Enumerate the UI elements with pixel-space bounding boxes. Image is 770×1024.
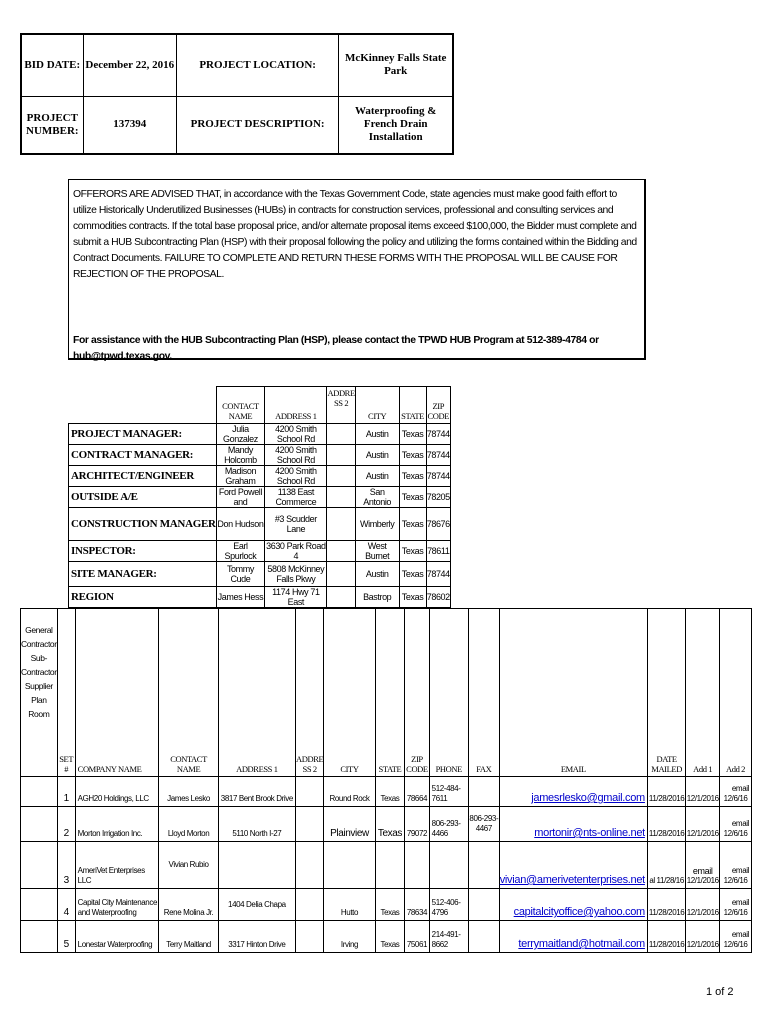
bidders-header-date-mailed: DATE MAILED: [647, 609, 685, 777]
bidder-company: Capital City Maintenance and Waterproofing: [75, 889, 159, 921]
bidder-add1: [686, 889, 720, 921]
bidders-table: [20, 608, 752, 953]
bidder-address1: 5110 North I-27: [218, 807, 295, 842]
bidder-zip: 75061: [405, 921, 429, 953]
bidder-fax: 806-293-4467: [468, 807, 499, 842]
contact-state: Texas: [399, 487, 426, 508]
project-number-value: 137394: [83, 96, 176, 154]
bidder-set: 1: [57, 777, 75, 807]
contact-role: INSPECTOR:: [69, 541, 217, 562]
contacts-header-address2: ADDRE SS 2: [327, 387, 355, 424]
bidder-phone: 512-406-4796: [429, 889, 468, 921]
bidders-header-zip: ZIP CODE: [405, 609, 429, 777]
contact-address2: [327, 508, 355, 541]
bidder-company: AmeriVet Enterprises LLC: [75, 842, 159, 889]
bidder-add2-method: email: [731, 784, 749, 793]
bidder-company: Lonestar Waterproofing: [75, 921, 159, 953]
bidder-city: Hutto: [324, 889, 375, 921]
bidder-email-link[interactable]: mortonir@nts-online.net: [534, 827, 645, 839]
bidders-header-contact: CONTACT NAME: [159, 609, 218, 777]
bidder-email-cell: [499, 807, 647, 842]
bidder-state: [375, 842, 405, 889]
contact-address2: [327, 424, 355, 445]
bidder-zip: [405, 842, 429, 889]
contact-row: [69, 424, 451, 445]
contact-zip: 78744: [426, 424, 450, 445]
contact-state: Texas: [399, 508, 426, 541]
bidder-set: 5: [57, 921, 75, 953]
bidder-date-mailed: 11/28/2016: [647, 889, 685, 921]
contact-state: Texas: [399, 424, 426, 445]
bidders-header-phone: PHONE: [429, 609, 468, 777]
bidder-date-mailed: 11/28/2016: [647, 921, 685, 953]
bidder-city: [324, 842, 375, 889]
bidder-email-link[interactable]: terrymaitland@hotmail.com: [518, 938, 645, 950]
bidder-add1: [686, 807, 720, 842]
bidders-header-city: CITY: [324, 609, 375, 777]
bidder-contact: James Lesko: [159, 777, 218, 807]
bidder-add1-date: 12/1/2016: [686, 876, 719, 885]
bidder-set: 2: [57, 807, 75, 842]
bidders-header-address2: ADDRE SS 2: [296, 609, 324, 777]
bidder-phone: 806-293-4466: [429, 807, 468, 842]
bidder-state: Texas: [375, 921, 405, 953]
contact-name: Julia Gonzalez: [216, 424, 265, 445]
contact-city: Austin: [355, 424, 399, 445]
bidders-header-state: STATE: [375, 609, 405, 777]
bidder-fax: [468, 842, 499, 889]
contact-zip: 78744: [426, 445, 450, 466]
bidder-state: Texas: [375, 807, 405, 842]
contact-row: [69, 587, 451, 608]
contact-city: Austin: [355, 445, 399, 466]
bidder-phone: 512-484-7611: [429, 777, 468, 807]
bidder-add2-method: email: [731, 866, 749, 875]
project-location-value: McKinney Falls State Park: [339, 34, 453, 96]
contact-row: [69, 541, 451, 562]
bidder-state: Texas: [375, 889, 405, 921]
bidder-email-cell: [499, 921, 647, 953]
bidder-company: AGH20 Holdings, LLC: [75, 777, 159, 807]
contact-row: [69, 562, 451, 587]
bidder-address1: [218, 842, 295, 889]
contact-city: Bastrop: [355, 587, 399, 608]
contact-role: CONSTRUCTION MANAGER: [69, 508, 217, 541]
contact-name: James Hess: [216, 587, 265, 608]
hub-notice-text: OFFERORS ARE ADVISED THAT, in accordance with the Texas Government Code, state agencies must make good faith effort to utilize Historically Underutilized Businesses (HUBs) in contracts for construction services, professional and consulting services and commodities contracts. If the total base proposal price, and/or alternate proposal items exceed $100,000, the Bidder must complete and submit a HUB Subcontracting Plan (HSP) with their proposal following the policy and utilizing the forms contained within the Bidding and Contract Documents. FAILURE TO COMPLETE AND RETURN THESE FORMS WITH THE PROPOSAL WILL BE CAUSE FOR REJECTION OF THE PROPOSAL.: [73, 189, 637, 280]
contacts-header-contact-name: CONTACT NAME: [216, 387, 265, 424]
contact-city: West Burnet: [355, 541, 399, 562]
contact-role: REGION: [69, 587, 217, 608]
bidder-room: [21, 777, 58, 807]
bidder-set: 4: [57, 889, 75, 921]
contact-row: [69, 508, 451, 541]
bidders-header-company: COMPANY NAME: [75, 609, 159, 777]
contact-city: Austin: [355, 562, 399, 587]
contact-state: Texas: [399, 445, 426, 466]
bidder-city: Plainview: [324, 807, 375, 842]
contact-address2: [327, 541, 355, 562]
contacts-header-zip: ZIP CODE: [426, 387, 450, 424]
bidder-contact: Vivian Rubio: [159, 842, 218, 889]
bidder-row: [21, 889, 752, 921]
contact-address2: [327, 487, 355, 508]
bidder-company: Morton Irrigation Inc.: [75, 807, 159, 842]
contact-row: [69, 487, 451, 508]
contact-address1: 4200 Smith School Rd: [265, 424, 327, 445]
bidder-date-mailed: 11/28/2016: [647, 807, 685, 842]
contact-zip: 78676: [426, 508, 450, 541]
bidder-address1: 3317 Hinton Drive: [218, 921, 295, 953]
bidder-address1: 1404 Delia Chapa: [218, 889, 295, 921]
bidder-phone: [429, 842, 468, 889]
contact-state: Texas: [399, 541, 426, 562]
bidder-row: [21, 921, 752, 953]
bidder-add2-method: email: [731, 819, 749, 828]
bidder-row: [21, 842, 752, 889]
contact-role: PROJECT MANAGER:: [69, 424, 217, 445]
contact-name: Madison Graham: [216, 466, 265, 487]
project-description-label: PROJECT DESCRIPTION:: [176, 96, 339, 154]
contact-row: [69, 466, 451, 487]
bidders-header-fax: FAX: [468, 609, 499, 777]
bidder-city: Round Rock: [324, 777, 375, 807]
project-description-value: Waterproofing & French Drain Installation: [339, 96, 453, 154]
contact-role: SITE MANAGER:: [69, 562, 217, 587]
contact-state: Texas: [399, 587, 426, 608]
bidder-zip: 78634: [405, 889, 429, 921]
bidder-add1: [686, 842, 720, 889]
bidder-contact: Lloyd Morton: [159, 807, 218, 842]
bidder-date-mailed: al 11/28/16: [647, 842, 685, 889]
contact-address1: 1138 East Commerce: [265, 487, 327, 508]
bidder-add2: [720, 807, 752, 842]
contact-address1: #3 Scudder Lane: [265, 508, 327, 541]
contact-address2: [327, 587, 355, 608]
bidder-set: 3: [57, 842, 75, 889]
contact-zip: 78744: [426, 466, 450, 487]
contact-address2: [327, 562, 355, 587]
bidder-add2: [720, 842, 752, 889]
bidder-email-cell: [499, 842, 647, 889]
bidder-address2: [296, 842, 324, 889]
bidders-header-add2: Add 2: [720, 609, 752, 777]
contact-zip: 78611: [426, 541, 450, 562]
project-contacts-table: [68, 386, 451, 608]
bidder-add1-date: 12/1/2016: [686, 794, 719, 803]
project-number-label: PROJECT NUMBER:: [21, 96, 83, 154]
bidder-city: Irving: [324, 921, 375, 953]
bidder-email-cell: [499, 889, 647, 921]
contact-zip: 78744: [426, 562, 450, 587]
bidder-add1: [686, 777, 720, 807]
bidder-add2-date: 12/6/16: [723, 876, 748, 885]
contact-name: Tommy Cude: [216, 562, 265, 587]
bidders-header-add1: Add 1: [686, 609, 720, 777]
bidder-add2-date: 12/6/16: [723, 829, 748, 838]
bidder-address2: [296, 807, 324, 842]
bid-date-value: December 22, 2016: [83, 34, 176, 96]
bidder-zip: 79072: [405, 807, 429, 842]
contact-role: ARCHITECT/ENGINEER: [69, 466, 217, 487]
contact-address1: 3630 Park Road 4: [266, 541, 326, 561]
contact-address1: 4200 Smith School Rd: [265, 466, 327, 487]
bidders-header-set: SET #: [57, 609, 75, 777]
bidder-zip: 78664: [405, 777, 429, 807]
bidder-add2-date: 12/6/16: [723, 940, 748, 949]
bidder-add1-method: email: [692, 866, 713, 876]
bidders-header-email: EMAIL: [499, 609, 647, 777]
bidder-date-mailed: 11/28/2016: [647, 777, 685, 807]
contact-state: Texas: [399, 562, 426, 587]
project-header-table: [20, 33, 454, 155]
bidder-room: [21, 921, 58, 953]
bidder-phone: 214-491-8662: [429, 921, 468, 953]
contact-zip: 78205: [426, 487, 450, 508]
contacts-header-address1: ADDRESS 1: [265, 387, 327, 424]
bidder-address2: [296, 777, 324, 807]
contact-name: Earl Spurlock: [216, 541, 265, 562]
bidder-add1-date: 12/1/2016: [686, 829, 719, 838]
bidder-email-link[interactable]: capitalcityoffice@yahoo.com: [513, 906, 645, 918]
bidder-row: [21, 807, 752, 842]
contact-state: Texas: [399, 466, 426, 487]
bidder-email-link[interactable]: vivian@amerivetenterprises.net: [499, 874, 645, 886]
contact-address2: [327, 466, 355, 487]
bidder-address2: [296, 889, 324, 921]
project-location-label: PROJECT LOCATION:: [176, 34, 339, 96]
bidder-email-link[interactable]: jamesrlesko@gmail.com: [531, 792, 645, 804]
bid-date-label: BID DATE:: [21, 34, 83, 96]
contact-address1: 4200 Smith School Rd: [265, 445, 327, 466]
bidder-add2-method: email: [731, 898, 749, 907]
contact-address2: [327, 445, 355, 466]
contact-name: Mandy Holcomb: [216, 445, 265, 466]
contact-role: OUTSIDE A/E: [69, 487, 217, 508]
bidder-state: Texas: [375, 777, 405, 807]
contact-address1: 5808 McKinney Falls Pkwy: [265, 562, 327, 587]
bidder-add1: [686, 921, 720, 953]
bidder-add2-method: email: [731, 930, 749, 939]
bidder-room: [21, 842, 58, 889]
contacts-header-city: CITY: [355, 387, 399, 424]
hub-notice: [68, 179, 646, 360]
bidder-add2-date: 12/6/16: [723, 908, 748, 917]
contact-address1: 1174 Hwy 71 East: [265, 587, 327, 608]
bidders-header-room: General Contractor Sub-Contractor Supplier Plan Room: [21, 609, 58, 777]
bidder-add2: [720, 777, 752, 807]
bidder-row: [21, 777, 752, 807]
bidder-add2: [720, 889, 752, 921]
contacts-header-state: STATE: [399, 387, 426, 424]
contact-role: CONTRACT MANAGER:: [69, 445, 217, 466]
bidder-contact: Terry Maitland: [159, 921, 218, 953]
contact-row: [69, 445, 451, 466]
bidder-add1-date: 12/1/2016: [686, 908, 719, 917]
bidder-address2: [296, 921, 324, 953]
bidder-contact: Rene Molina Jr.: [159, 889, 218, 921]
hub-assistance-text: For assistance with the HUB Subcontracting Plan (HSP), please contact the TPWD HUB Program at 512-389-4784 or hub@tpwd.texas.gov.: [73, 335, 599, 362]
bidder-add2: [720, 921, 752, 953]
page-number: 1 of 2: [706, 986, 734, 998]
bidders-header-address1: ADDRESS 1: [218, 609, 295, 777]
contact-city: San Antonio: [355, 487, 399, 508]
bidder-room: [21, 889, 58, 921]
bidder-email-cell: [499, 777, 647, 807]
contact-name: Don Hudson: [216, 508, 265, 541]
bidder-fax: [468, 921, 499, 953]
contact-city: Wimberly: [355, 508, 399, 541]
bidder-room: [21, 807, 58, 842]
contact-zip: 78602: [426, 587, 450, 608]
bidder-fax: [468, 777, 499, 807]
bidder-address1: 3817 Bent Brook Drive: [218, 777, 295, 807]
contact-city: Austin: [355, 466, 399, 487]
bidder-add1-date: 12/1/2016: [686, 940, 719, 949]
bidder-add2-date: 12/6/16: [723, 794, 748, 803]
contact-name: Ford Powell and: [216, 487, 265, 508]
bidder-fax: [468, 889, 499, 921]
